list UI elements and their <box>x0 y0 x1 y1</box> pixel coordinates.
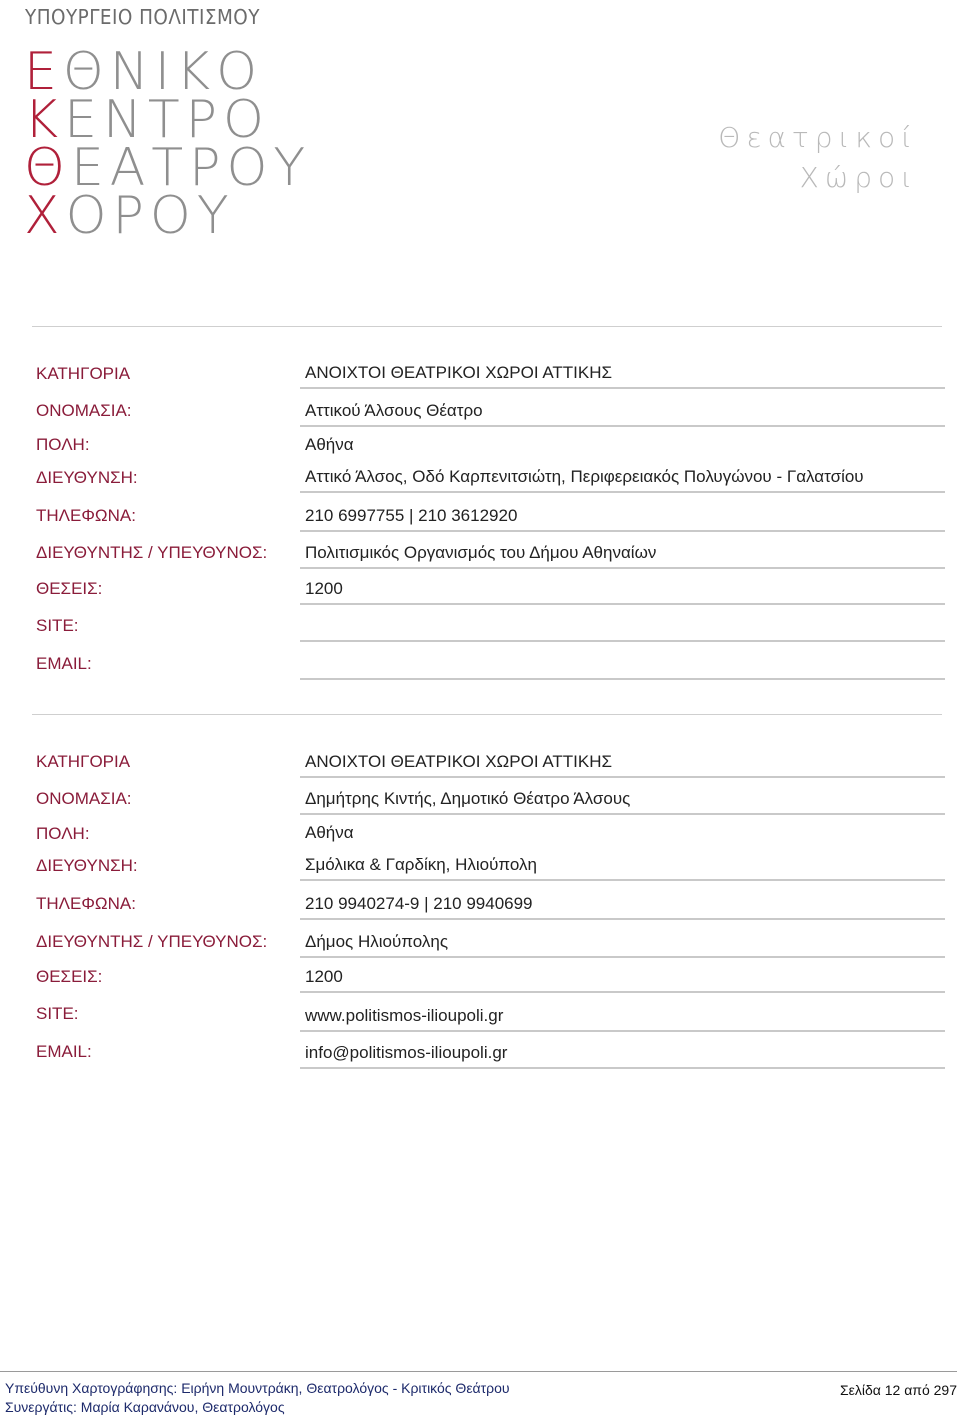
email-label: EMAIL: <box>36 654 92 673</box>
name-value: Δημήτρης Κιντής, Δημοτικό Θέατρο Άλσους <box>300 789 945 815</box>
seats-label: ΘΕΣΕΙΣ: <box>36 579 103 598</box>
category-value: ΑΝΟΙΧΤΟΙ ΘΕΑΤΡΙΚΟΙ ΧΩΡΟΙ ΑΤΤΙΚΗΣ <box>300 363 945 389</box>
phones-label: ΤΗΛΕΦΩΝΑ: <box>36 506 136 525</box>
footer-author: Υπεύθυνη Χαρτογράφησης: Ειρήνη Μουντράκη, Θεατρολόγος - Κριτικός Θεάτρου <box>5 1380 510 1396</box>
name-label: ΟΝΟΜΑΣΙΑ: <box>36 789 132 808</box>
site-value <box>300 616 945 642</box>
ministry-name: ΥΠΟΥΡΓΕΙΟ ΠΟΛΙΤΙΣΜΟΥ <box>25 5 260 29</box>
site-label: SITE: <box>36 616 79 635</box>
category-label: ΚΑΤΗΓΟΡΙΑ <box>36 752 131 771</box>
logo-line-1: ΕΘΝΙΚΟ <box>24 42 264 102</box>
address-value: Σμόλικα & Γαρδίκη, Ηλιούπολη <box>300 855 945 881</box>
email-value <box>300 654 945 680</box>
address-label: ΔΙΕΥΘΥΝΣΗ: <box>36 856 138 875</box>
address-value: Αττικό Άλσος, Οδό Καρπενιτσιώτη, Περιφερειακός Πολυγώνου - Γαλατσίου <box>300 467 945 493</box>
phones-value: 210 6997755 | 210 3612920 <box>300 506 945 532</box>
email-label: EMAIL: <box>36 1042 92 1061</box>
ekthex-logo <box>24 42 312 253</box>
entry-divider <box>32 326 942 327</box>
city-label: ΠΟΛΗ: <box>36 435 90 454</box>
category-value: ΑΝΟΙΧΤΟΙ ΘΕΑΤΡΙΚΟΙ ΧΩΡΟΙ ΑΤΤΙΚΗΣ <box>300 752 945 778</box>
name-value: Αττικού Άλσους Θέατρο <box>300 401 945 427</box>
section-title-line-2: Χώροι <box>799 161 918 194</box>
footer-collaborator: Συνεργάτις: Μαρία Καρανάνου, Θεατρολόγος <box>5 1399 285 1415</box>
city-value: Αθήνα <box>305 823 354 842</box>
email-value[interactable]: info@politismos-ilioupoli.gr <box>300 1043 945 1069</box>
site-value[interactable]: www.politismos-ilioupoli.gr <box>300 1006 945 1032</box>
site-label: SITE: <box>36 1004 79 1023</box>
director-value: Δήμος Ηλιούπολης <box>300 932 945 958</box>
name-label: ΟΝΟΜΑΣΙΑ: <box>36 401 132 420</box>
director-value: Πολιτισμικός Οργανισμός του Δήμου Αθηναίων <box>300 543 945 569</box>
section-title-line-1: Θεατρικοί <box>718 121 918 154</box>
footer-divider <box>0 1371 957 1372</box>
logo-line-3: ΘΕΑΤΡΟΥ <box>24 138 312 198</box>
section-title <box>718 118 918 198</box>
phones-value: 210 9940274-9 | 210 9940699 <box>300 894 945 920</box>
phones-label: ΤΗΛΕΦΩΝΑ: <box>36 894 136 913</box>
seats-label: ΘΕΣΕΙΣ: <box>36 967 103 986</box>
seats-value: 1200 <box>300 579 945 605</box>
page-number: Σελίδα 12 από 297 <box>839 1382 957 1398</box>
seats-value: 1200 <box>300 967 945 993</box>
category-label: ΚΑΤΗΓΟΡΙΑ <box>36 364 131 383</box>
address-label: ΔΙΕΥΘΥΝΣΗ: <box>36 468 138 487</box>
city-label: ΠΟΛΗ: <box>36 824 90 843</box>
logo-line-4: ΧΟΡΟΥ <box>24 186 235 246</box>
director-label: ΔΙΕΥΘΥΝΤΗΣ / ΥΠΕΥΘΥΝΟΣ: <box>36 932 268 951</box>
director-label: ΔΙΕΥΘΥΝΤΗΣ / ΥΠΕΥΘΥΝΟΣ: <box>36 543 268 562</box>
entry-divider <box>32 714 942 715</box>
city-value: Αθήνα <box>305 435 354 454</box>
logo-line-2: ΚΕΝΤΡΟ <box>24 90 270 150</box>
